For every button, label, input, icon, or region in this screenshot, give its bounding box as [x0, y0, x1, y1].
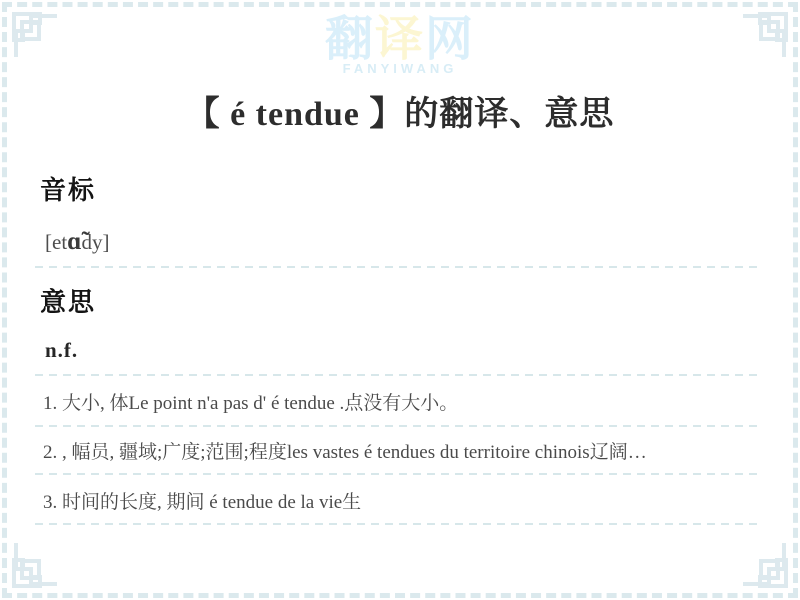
- logo-char: 译: [374, 13, 425, 66]
- dashed-separator: [35, 523, 762, 525]
- lattice-corner-icon: [741, 541, 793, 593]
- dashed-separator: [35, 473, 762, 475]
- phonetic-nasal-vowel: ɑ̃: [67, 228, 82, 255]
- definition-item: 3. 时间的长度, 期间 é tendue de la vie生: [43, 492, 362, 513]
- logo-char: 翻: [324, 13, 375, 66]
- phonetic-section-heading: 音标: [40, 176, 97, 205]
- dashed-separator: [35, 266, 762, 268]
- lattice-corner-icon: [7, 541, 59, 593]
- page-title: 【 é tendue 】的翻译、意思: [185, 96, 615, 133]
- site-logo: [0, 14, 800, 76]
- dashed-separator: [35, 374, 762, 376]
- phonetic-suffix: dy]: [81, 230, 110, 254]
- definition-item: 2. , 幅员, 疆域;广度;范围;程度les vastes é tendues du territoire chinois辽阔…: [43, 442, 647, 463]
- part-of-speech-label: n.f.: [45, 338, 79, 362]
- phonetic-prefix: [et: [45, 230, 68, 254]
- logo-subtext: FANYIWANG: [342, 60, 458, 76]
- logo-wordmark: [0, 14, 800, 67]
- logo-char: 网: [425, 13, 476, 66]
- phonetic-value: [45, 228, 110, 256]
- definition-item: 1. 大小, 体Le point n'a pas d' é tendue .点没有大小。: [43, 393, 459, 414]
- meaning-section-heading: 意思: [40, 288, 97, 317]
- dashed-separator: [35, 425, 762, 427]
